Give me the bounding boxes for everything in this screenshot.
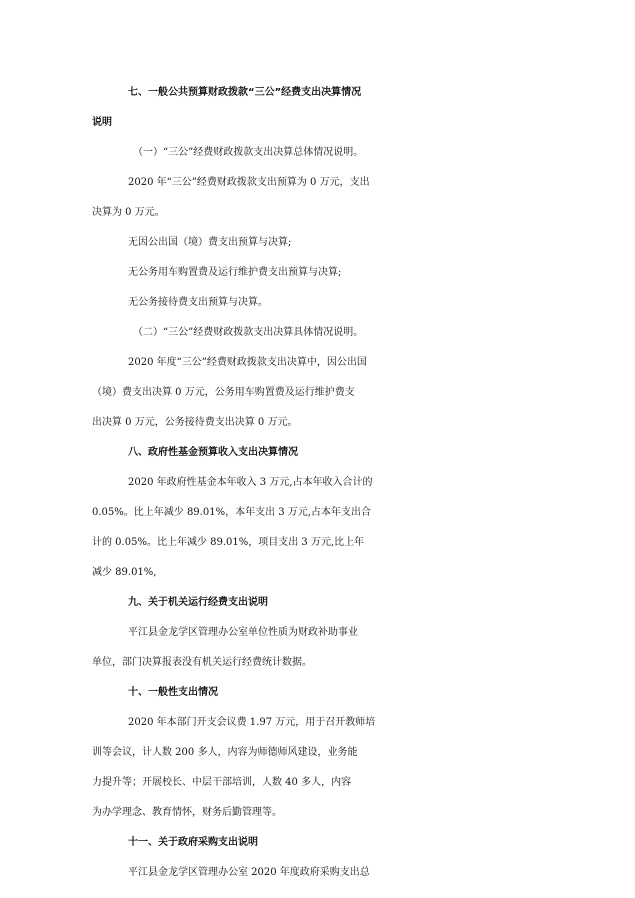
paragraph-line: 为办学理念、教育情怀，财务后勤管理等。 (92, 807, 282, 818)
paragraph-line: 决算为 0 万元。 (92, 207, 165, 218)
paragraph-line: 出决算 0 万元，公务接待费支出决算 0 万元。 (92, 417, 298, 428)
paragraph-line: 单位，部门决算报表没有机关运行经费统计数据。 (92, 657, 312, 668)
paragraph-line: 训等会议，计人数 200 多人，内容为师德师风建设，业务能 (92, 747, 358, 758)
paragraph-line: 减少 89.01%, (92, 567, 157, 578)
paragraph-line: 力提升等；开展校长、中层干部培训，人数 40 多人，内容 (92, 777, 352, 788)
paragraph-line: 2020 年度“三公”经费财政拨款支出决算中，因公出国 (128, 357, 367, 368)
paragraph-line: 计的 0.05%。比上年减少 89.01%，项目支出 3 万元,比上年 (92, 537, 365, 548)
paragraph-line: 无因公出国（境）费支出预算与决算; (128, 237, 292, 248)
paragraph-line: 2020 年政府性基金本年收入 3 万元,占本年收入合计的 (128, 477, 373, 488)
section-7-subheading-2: （二）“三公”经费财政拨款支出决算具体情况说明。 (133, 327, 364, 338)
paragraph-line: 2020 年“三公”经费财政拨款支出预算为 0 万元，支出 (128, 177, 370, 188)
paragraph-line: 0.05%。比上年减少 89.01%，本年支出 3 万元,占本年支出合 (92, 507, 371, 518)
section-7-subheading-1: （一）“三公”经费财政拨款支出决算总体情况说明。 (133, 147, 364, 158)
paragraph-line: 平江县金龙学区管理办公室单位性质为财政补助事业 (128, 627, 358, 638)
paragraph-line: 无公务接待费支出预算与决算。 (128, 297, 268, 308)
paragraph-line: 2020 年本部门开支会议费 1.97 万元，用于召开教师培 (128, 717, 376, 728)
paragraph-line: 平江县金龙学区管理办公室 2020 年度政府采购支出总 (128, 867, 370, 878)
section-8-heading: 八、政府性基金预算收入支出决算情况 (128, 447, 298, 458)
paragraph-line: （境）费支出决算 0 万元，公务用车购置费及运行维护费支 (92, 387, 355, 398)
section-9-heading: 九、关于机关运行经费支出说明 (128, 597, 268, 608)
section-7-heading-line-2: 说明 (92, 117, 112, 128)
section-10-heading: 十、一般性支出情况 (128, 687, 218, 698)
section-7-heading-line-1: 七、一般公共预算财政拨款“三公”经费支出决算情况 (128, 87, 362, 98)
section-11-heading: 十一、关于政府采购支出说明 (128, 837, 258, 848)
paragraph-line: 无公务用车购置费及运行维护费支出预算与决算; (128, 267, 342, 278)
